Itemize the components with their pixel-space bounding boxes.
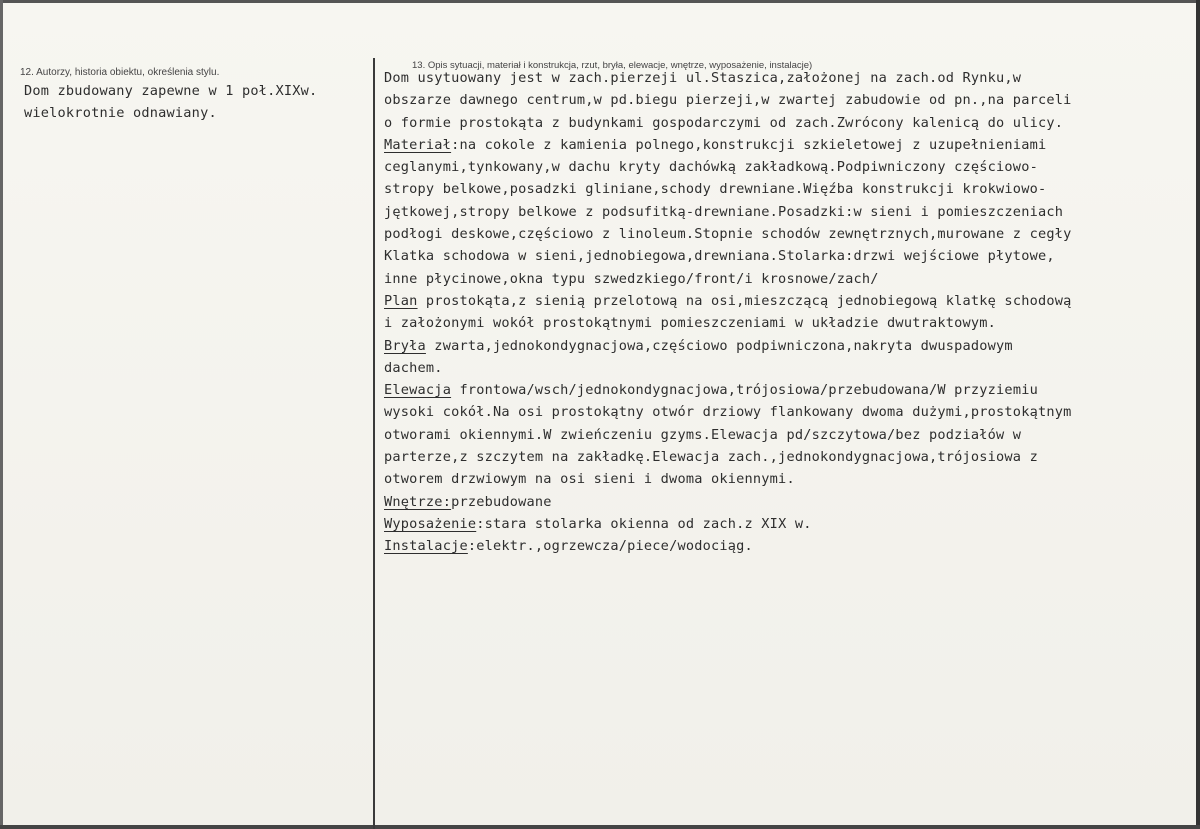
field-12-line: wielokrotnie odnawiany. [24,105,217,121]
field-13-line [384,513,1072,535]
field-13-line [384,446,1072,468]
field-13-line [384,535,1072,557]
line-text: przebudowane [451,493,552,510]
line-text: :elektr.,ogrzewcza/piece/wodociąg. [467,538,753,555]
field-13-line [384,178,1072,200]
field-13-line [384,491,1072,513]
field-13-line [384,223,1072,245]
line-text: prostokąta,z sienią przelotową na osi,mieszczącą jednobiegową klatkę schodową [417,292,1072,309]
line-text: parterze,z szczytem na zakładkę.Elewacja zach.,jednokondygnacjowa,trójosiowa z [384,449,1038,466]
field-13-line [384,401,1072,423]
field-12-text [24,80,369,124]
field-13-line [384,268,1072,290]
line-text: otworami okiennymi.W zwieńczeniu gzyms.Elewacja pd/szczytowa/bez podziałów w [384,426,1022,443]
section-label: Materiał [384,136,452,153]
line-text: podłogi deskowe,częściowo z linoleum.Stopnie schodów zewnętrznych,murowane z cegły [384,226,1072,243]
line-text: :na cokole z kamienia polnego,konstrukcji szkieletowej z uzupełnieniami [451,136,1047,153]
section-label: Wnętrze: [384,493,452,510]
field-13-text [384,67,1072,558]
section-label: Elewacja [384,382,452,399]
field-13-line [384,379,1072,401]
card-edge-top [0,0,1200,3]
line-text: Klatka schodowa w sieni,jednobiegowa,drewniana.Stolarka:drzwi wejściowe płytowe, [384,248,1055,265]
line-text: obszarze dawnego centrum,w pd.biegu pierzeji,w zwartej zabudowie od pn.,na parceli [384,92,1072,109]
field-13-line [384,67,1072,89]
line-text: zwarta,jednokondygnacjowa,częściowo podpiwniczona,nakryta dwuspadowym [425,337,1013,354]
field-12-line: Dom zbudowany zapewne w 1 poł.XIXw. [24,83,318,99]
field-13-line [384,312,1072,334]
field-13-line [384,468,1072,490]
field-13-header: 13. Opis sytuacji, materiał i konstrukcja, rzut, bryła, elewacje, wnętrze, wyposażenie, instalacje) [412,60,813,71]
line-text: o formie prostokąta z budynkami gospodarczymi od zach.Zwrócony kalenicą do ulicy. [384,114,1064,131]
line-text: frontowa/wsch/jednokondygnacjowa,trójosiowa/przebudowana/W przyziemiu [451,382,1038,399]
line-text: dachem. [384,359,443,376]
line-text: i założonymi wokół prostokątnymi pomieszczeniami w układzie dwutraktowym. [384,315,997,332]
field-13-line [384,335,1072,357]
section-label: Bryła [384,337,426,354]
section-label: Instalacje [384,538,468,555]
card-edge-bottom [0,825,1200,829]
field-13-line [384,201,1072,223]
field-13-line [384,89,1072,111]
section-label: Plan [384,292,418,309]
line-text: jętkowej,stropy belkowe z podsufitką-drewniane.Posadzki:w sieni i pomieszczeniach [384,203,1064,220]
line-text: inne płycinowe,okna typu szwedzkiego/front/i krosnowe/zach/ [384,270,879,287]
line-text: :stara stolarka okienna od zach.z XIX w. [476,515,812,532]
line-text: Dom usytuowany jest w zach.pierzeji ul.Staszica,założonej na zach.od Rynku,w [384,70,1022,86]
column-divider [373,58,375,829]
field-13-line [384,245,1072,267]
field-13-line [384,134,1072,156]
field-13-line [384,156,1072,178]
field-13-line [384,112,1072,134]
card-edge-right [1196,0,1200,829]
section-label: Wyposażenie [384,515,477,532]
line-text: otworem drzwiowym na osi sieni i dwoma okiennymi. [384,471,795,488]
line-text: stropy belkowe,posadzki gliniane,schody drewniane.Więźba konstrukcji krokwiowo- [384,181,1047,198]
field-13-line [384,290,1072,312]
card-edge-left [0,0,3,829]
line-text: wysoki cokół.Na osi prostokątny otwór drziowy flankowany dwoma dużymi,prostokątnym [384,404,1072,421]
field-12-header: 12. Autorzy, historia obiektu, określenia stylu. [20,67,220,78]
field-13-line [384,424,1072,446]
line-text: ceglanymi,tynkowany,w dachu kryty dachówką zakładkową.Podpiwniczony częściowo- [384,159,1038,176]
field-13-line [384,357,1072,379]
